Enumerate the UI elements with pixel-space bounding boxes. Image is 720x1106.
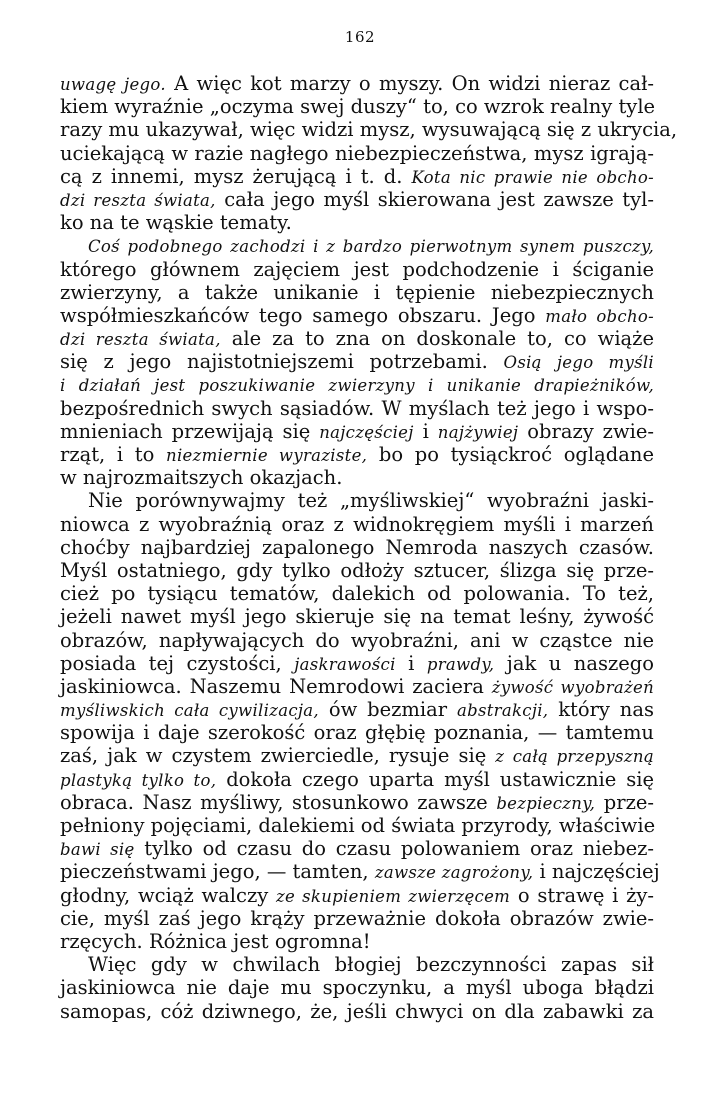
- text-segment: jak u naszego: [494, 651, 654, 675]
- text-line: [60, 721, 654, 744]
- text-line: [60, 118, 678, 142]
- italic-phrase: najżywiej: [437, 422, 519, 442]
- text-segment: jaskiniowca. Naszemu Nemrodowi zaciera: [60, 674, 492, 698]
- body-text: [60, 72, 678, 1023]
- text-segment: spowija i daje szerokość oraz głębię poznania, — tamtemu: [60, 721, 654, 745]
- text-segment: posiada tej czystości,: [60, 651, 295, 675]
- text-line: [60, 211, 654, 234]
- text-segment: jeżeli nawet myśl jego skieruje się na temat leśny, żywość: [60, 605, 654, 629]
- text-segment: prze-: [595, 790, 654, 814]
- text-segment: kiem wyraźnie „oczyma swej duszy“ to, co wzrok realny tyle: [60, 95, 656, 119]
- text-line: [60, 907, 654, 930]
- text-line: [60, 953, 654, 976]
- text-line: [60, 188, 654, 211]
- text-line: [60, 95, 654, 118]
- text-line: [60, 258, 654, 281]
- text-segment: ów bezmiar: [318, 698, 457, 722]
- text-segment: dokoła czego uparta myśl ustawicznie się: [216, 767, 654, 791]
- text-segment: który nas: [548, 698, 654, 722]
- text-line: [60, 72, 654, 95]
- text-segment: choćby najbardziej zapalonego Nemroda naszych czasów.: [60, 535, 654, 559]
- text-segment: cą z innemi, mysz żerującą i t. d.: [60, 164, 412, 188]
- italic-phrase: Kota nic prawie nie obcho-: [411, 167, 655, 187]
- text-line: [60, 860, 660, 884]
- text-segment: głodny, wciąż walczy: [60, 883, 276, 907]
- page-number: 162: [344, 28, 376, 46]
- text-line: [60, 489, 654, 512]
- italic-phrase: dzi reszta świata,: [60, 330, 221, 350]
- text-line: [60, 605, 654, 628]
- italic-phrase: zawsze zagrożony,: [374, 863, 534, 883]
- italic-phrase: plastyką tylko to,: [60, 770, 217, 790]
- text-line: [60, 373, 654, 396]
- text-segment: obrazy zwie-: [518, 419, 654, 443]
- text-segment: zaś, jak w czystem zwierciedle, rysuje się: [60, 744, 496, 768]
- italic-phrase: najczęściej: [319, 422, 414, 442]
- text-segment: się z jego najistotniejszemi potrzebami.: [60, 350, 504, 374]
- text-segment: którego głównem zajęciem jest podchodzenie i ściganie: [60, 257, 654, 281]
- text-segment: jaskiniowca nie daje mu spoczynku, a myśl uboga błądzi: [60, 976, 654, 1000]
- text-segment: w najrozmaitszych okazjach.: [60, 466, 343, 490]
- text-line: [60, 536, 654, 559]
- italic-phrase: bezpieczny,: [496, 793, 596, 813]
- text-line: [60, 1000, 654, 1023]
- text-segment: samopas, cóż dziwnego, że, jeśli chwyci on dla zabawki za: [60, 999, 654, 1023]
- text-segment: A więc kot marzy o myszy. On widzi nieraz cał-: [165, 72, 654, 95]
- text-line: [60, 976, 654, 999]
- italic-phrase: z całą przepyszną: [495, 747, 654, 767]
- text-line: [60, 165, 654, 188]
- text-segment: zwierzyny, a także unikanie i tępienie niebezpiecznych: [60, 280, 654, 304]
- italic-phrase: i działań jest poszukiwanie zwierzyny i unikanie drapieżników,: [60, 376, 654, 396]
- text-line: [60, 629, 654, 652]
- text-line: [60, 698, 654, 721]
- text-segment: uciekającą w razie nagłego niebezpieczeństwa, mysz igrają-: [60, 141, 654, 165]
- text-segment: cież po tysiącu tematów, dalekich od polowania. To też,: [60, 582, 654, 606]
- text-line: [60, 884, 654, 907]
- italic-phrase: dzi reszta świata,: [60, 190, 216, 210]
- text-segment: tylko od czasu do czasu polowaniem oraz niebez-: [134, 837, 654, 861]
- text-segment: pełniony pojęciami, dalekiemi od świata przyrody, właściwie: [60, 814, 656, 837]
- italic-phrase: jaskrawości: [294, 654, 396, 674]
- text-segment: ale za to zna on doskonale to, co wiąże: [220, 327, 654, 351]
- italic-phrase: prawdy,: [426, 654, 495, 674]
- text-segment: rząt, i to: [60, 443, 167, 466]
- text-line: [60, 513, 654, 536]
- text-line: [60, 768, 654, 791]
- text-line: [60, 397, 654, 420]
- text-line: [60, 837, 654, 860]
- text-segment: bo po tysiąckroć oglądane: [367, 443, 654, 466]
- text-line: [60, 466, 654, 489]
- text-line: [60, 443, 654, 466]
- text-segment: razy mu ukazywał, więc widzi mysz, wysuwającą się z ukrycia,: [60, 118, 678, 142]
- text-segment: Myśl ostatniego, gdy tylko odłoży sztucer, ślizga się prze-: [60, 558, 654, 582]
- italic-phrase: ze skupieniem zwierzęcem: [275, 886, 511, 906]
- text-line: [60, 930, 654, 953]
- italic-phrase: bawi się: [60, 840, 135, 860]
- text-segment: Nie porównywajmy też „myśliwskiej“ wyobraźni jaski-: [88, 489, 654, 513]
- text-line: [60, 582, 654, 605]
- text-line: [60, 350, 654, 373]
- text-segment: rzęcych. Różnica jest ogromna!: [60, 929, 371, 953]
- text-line: [60, 652, 654, 675]
- text-segment: obraca. Nasz myśliwy, stosunkowo zawsze: [60, 790, 497, 814]
- italic-phrase: Coś podobnego zachodzi i z bardzo pierwotnym synem puszczy,: [88, 237, 654, 257]
- italic-phrase: Osią jego myśli: [503, 353, 655, 373]
- text-line: [60, 281, 654, 304]
- text-line: [60, 304, 654, 327]
- text-segment: o strawę i ży-: [510, 883, 654, 907]
- text-line: [60, 559, 654, 582]
- text-segment: współmieszkańców tego samego obszaru. Jego: [60, 303, 546, 327]
- text-line: [60, 791, 654, 814]
- text-segment: obrazów, napływających do wyobraźni, ani w cząstce nie: [60, 628, 654, 652]
- text-segment: cie, myśl zaś jego krąży przeważnie dokoła obrazów zwie-: [60, 906, 654, 930]
- text-segment: mnieniach przewijają się: [60, 419, 320, 443]
- text-segment: Więc gdy w chwilach błogiej bezczynności zapas sił: [88, 953, 654, 977]
- italic-phrase: uwagę jego.: [60, 75, 166, 94]
- text-segment: i najczęściej: [533, 860, 660, 884]
- text-segment: niowca z wyobraźnią oraz z widnokręgiem myśli i marzeń: [60, 512, 654, 536]
- text-segment: pieczeństwami jego, — tamten,: [60, 860, 375, 884]
- italic-phrase: mało obcho-: [545, 306, 654, 326]
- italic-phrase: myśliwskich cała cywilizacja,: [60, 701, 319, 721]
- text-segment: ko na te wąskie tematy.: [60, 211, 292, 235]
- text-line: [60, 234, 654, 257]
- text-segment: cała jego myśl skierowana jest zawsze tyl-: [215, 187, 654, 211]
- text-line: [60, 814, 654, 837]
- text-line: [60, 142, 654, 165]
- text-segment: i: [413, 419, 438, 443]
- italic-phrase: abstrakcji,: [456, 701, 549, 721]
- italic-phrase: niezmiernie wyraziste,: [166, 446, 368, 465]
- text-line: [60, 675, 654, 698]
- text-line: [60, 420, 654, 443]
- text-line: [60, 744, 654, 767]
- italic-phrase: żywość wyobrażeń: [491, 677, 654, 697]
- text-segment: bezpośrednich swych sąsiadów. W myślach też jego i wspo-: [60, 396, 654, 420]
- text-segment: i: [395, 651, 427, 675]
- text-line: [60, 327, 654, 350]
